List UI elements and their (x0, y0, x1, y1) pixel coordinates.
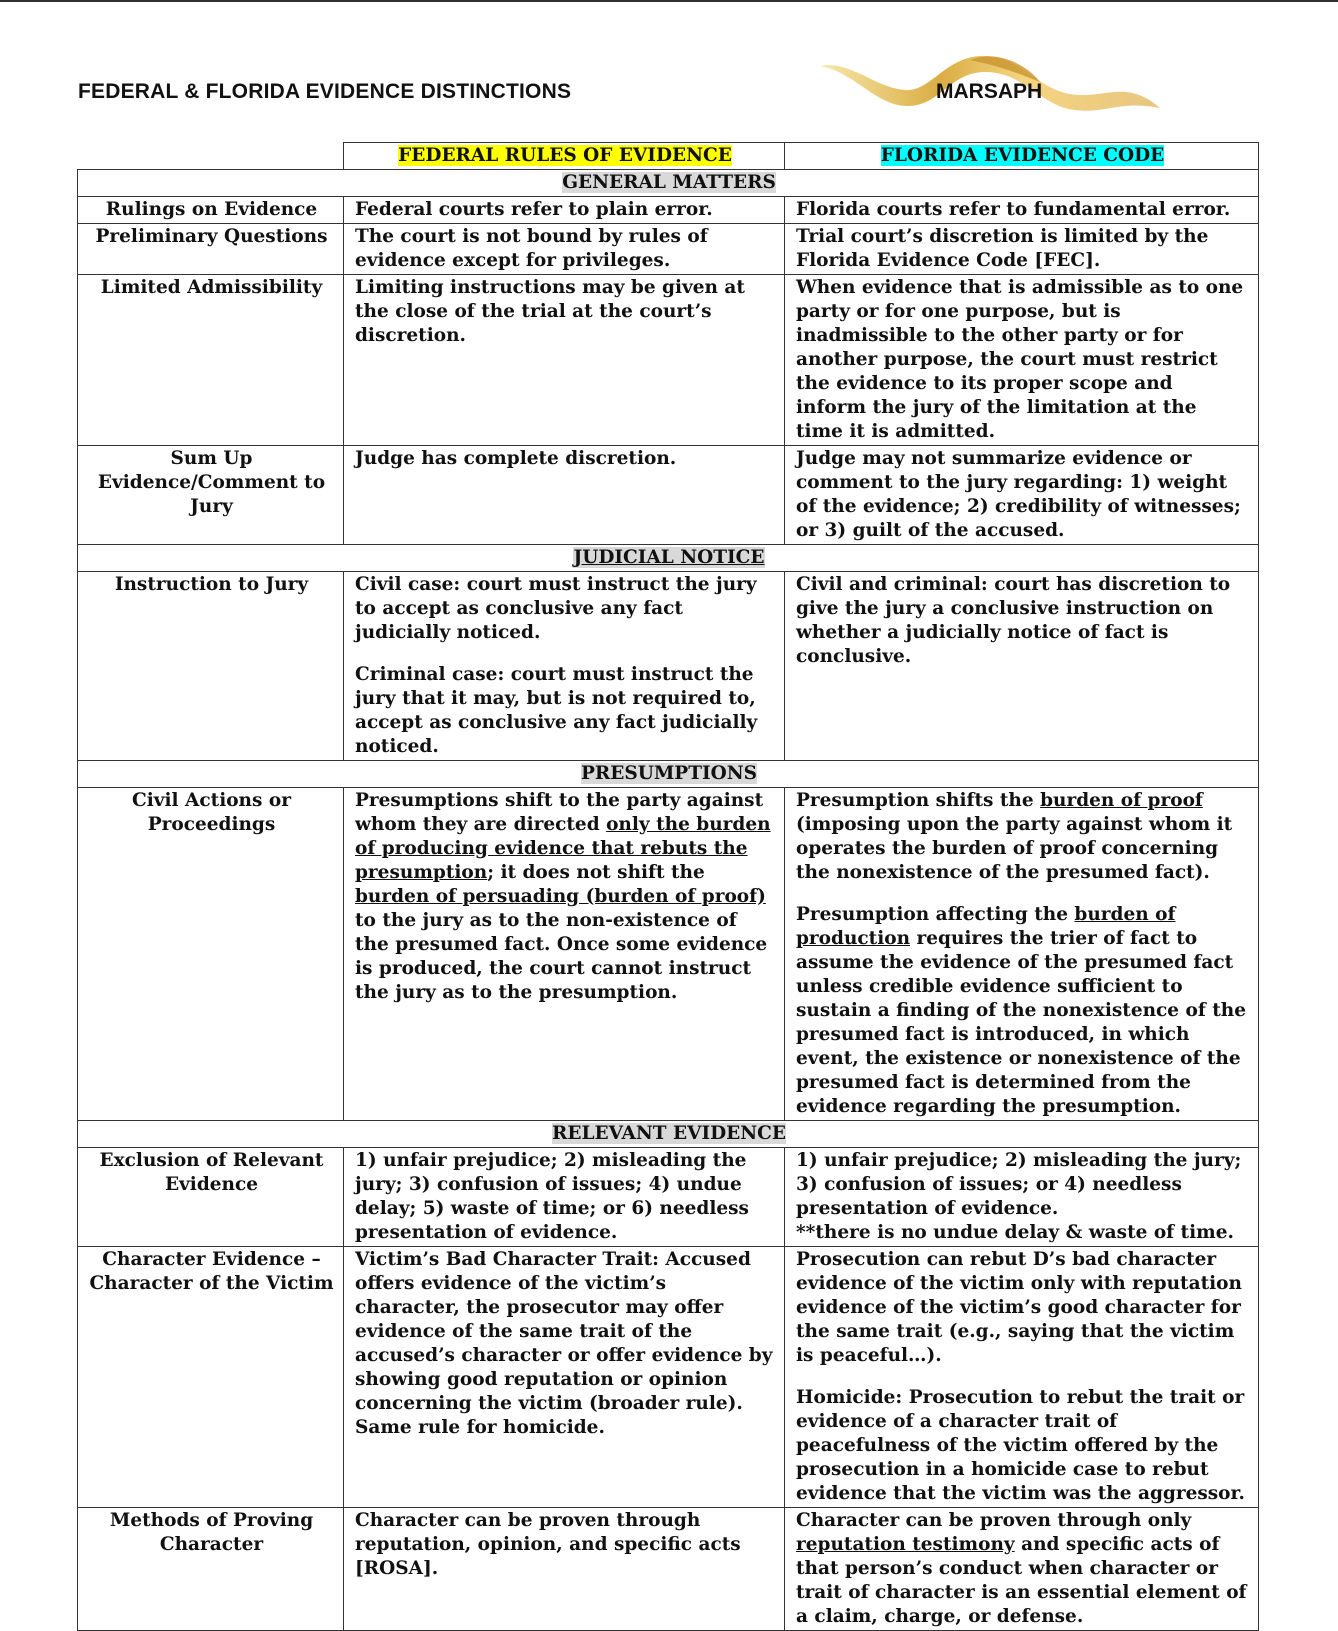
column-header-row (78, 143, 1259, 170)
florida-paragraph (796, 903, 1249, 1119)
section-title: PRESUMPTIONS (580, 763, 758, 784)
federal-paragraph: Victim’s Bad Character Trait: Accused offers evidence of the victim’s character, the prosecutor may offer evidence of the same trait of the accused’s character or offer evidence by showing good reputation or opinion concerning the victim (broader rule). (355, 1249, 773, 1414)
underlined-text: only the burden of producing evidence that rebuts the presumption (355, 814, 771, 883)
florida-cell: Civil and criminal: court has discretion to give the jury a conclusive instruction on whether a judicially notice of fact is conclusive. (785, 572, 1259, 761)
section-judicial-notice (78, 545, 1259, 572)
florida-note: **there is no undue delay & waste of time. (796, 1222, 1234, 1243)
florida-paragraph: 1) unfair prejudice; 2) misleading the jury; 3) confusion of issues; or 4) needless presentation of evidence. (796, 1150, 1242, 1219)
section-row-judicial (78, 545, 1259, 572)
brand-name: MARSAPH (936, 80, 1043, 103)
federal-paragraph: Criminal case: court must instruct the jury that it may, but is not required to, accept as conclusive any fact judicially noticed. (355, 664, 758, 757)
federal-cell: Limiting instructions may be given at the close of the trial at the court’s discretion. (344, 275, 785, 446)
text-run: Character can be proven through only (796, 1510, 1192, 1531)
florida-paragraph (796, 789, 1249, 885)
florida-cell (785, 1508, 1259, 1631)
section-row-presumptions (78, 761, 1259, 788)
federal-header-text: FEDERAL RULES OF EVIDENCE (398, 145, 732, 166)
underlined-text: burden of persuading (burden of proof) (355, 886, 766, 907)
underlined-text: burden of production (796, 904, 1176, 949)
underlined-text: burden of proof (1040, 790, 1203, 811)
document-title: FEDERAL & FLORIDA EVIDENCE DISTINCTIONS (78, 80, 572, 103)
federal-cell: Federal courts refer to plain error. (344, 197, 785, 224)
florida-cell: Judge may not summarize evidence or comment to the jury regarding: 1) weight of the evidence; 2) credibility of witnesses; or 3) guilt of the accused. (785, 446, 1259, 545)
row-label: Sum Up Evidence/Comment to Jury (78, 446, 344, 545)
text-run: ; it does not shift the (487, 862, 705, 883)
section-title: RELEVANT EVIDENCE (552, 1123, 786, 1144)
florida-cell (785, 788, 1259, 1121)
table-row (78, 1148, 1259, 1247)
table-row (78, 1508, 1259, 1631)
text-run: Presumptions shift to the party against whom they are directed (355, 790, 764, 835)
federal-cell: Judge has complete discretion. (344, 446, 785, 545)
top-border-line (0, 0, 1338, 2)
federal-cell (344, 1247, 785, 1508)
federal-cell: The court is not bound by rules of evidence except for privileges. (344, 224, 785, 275)
row-label: Exclusion of Relevant Evidence (78, 1148, 344, 1247)
text-run: to the jury as to the non-existence of the presumed fact. Once some evidence is produced, the court cannot instruct the jury as to the presumption. (355, 910, 768, 1003)
section-title: GENERAL MATTERS (562, 172, 776, 193)
row-label: Civil Actions or Proceedings (78, 788, 344, 1121)
table-row (78, 788, 1259, 1121)
florida-cell (785, 1247, 1259, 1508)
row-label: Limited Admissibility (78, 275, 344, 446)
florida-cell: When evidence that is admissible as to one party or for one purpose, but is inadmissible to the other party or for another purpose, the court must restrict the evidence to its proper scope and inform the jury of the limitation at the time it is admitted. (785, 275, 1259, 446)
federal-paragraph: Same rule for homicide. (355, 1417, 605, 1438)
section-general-matters (78, 170, 1259, 197)
row-label: Character Evidence – Character of the Victim (78, 1247, 344, 1508)
table-row (78, 1247, 1259, 1508)
florida-paragraph: Homicide: Prosecution to rebut the trait or evidence of a character trait of peacefulness of the victim offered by the prosecution in a homicide case to rebut evidence that the victim was the aggressor. (796, 1387, 1245, 1504)
federal-paragraph: Civil case: court must instruct the jury to accept as conclusive any fact judicially noticed. (355, 574, 757, 643)
text-run: requires the trier of fact to assume the evidence of the presumed fact unless credible evidence sufficient to sustain a finding of the nonexistence of the presumed fact is introduced, in which event, the existence or nonexistence of the presumed fact is determined from the evidence regarding the presumption. (796, 928, 1247, 1117)
table-row (78, 197, 1259, 224)
federal-column-header (344, 143, 785, 170)
table-row (78, 572, 1259, 761)
federal-cell (344, 572, 785, 761)
federal-cell: 1) unfair prejudice; 2) misleading the jury; 3) confusion of issues; 4) undue delay; 5) waste of time; or 6) needless presentation of evidence. (344, 1148, 785, 1247)
text-run: Presumption shifts the (796, 790, 1041, 811)
florida-column-header (785, 143, 1259, 170)
text-run: Presumption affecting the (796, 904, 1075, 925)
text-run: and specific acts of that person’s conduct when character or trait of character is an essential element of a claim, charge, or defense. (796, 1534, 1247, 1627)
table-row (78, 446, 1259, 545)
florida-header-text: FLORIDA EVIDENCE CODE (880, 145, 1165, 166)
underlined-text: reputation testimony (796, 1534, 1015, 1555)
blank-corner-cell (78, 143, 344, 170)
section-row-relevant (78, 1121, 1259, 1148)
evidence-comparison-table (77, 142, 1259, 1631)
federal-cell (344, 788, 785, 1121)
row-label: Instruction to Jury (78, 572, 344, 761)
row-label: Preliminary Questions (78, 224, 344, 275)
florida-paragraph: Prosecution can rebut D’s bad character evidence of the victim only with reputation evidence of the victim’s good character for the same trait (e.g., saying that the victim is peaceful…). (796, 1249, 1242, 1366)
table-row (78, 275, 1259, 446)
table-row (78, 224, 1259, 275)
federal-cell: Character can be proven through reputation, opinion, and specific acts [ROSA]. (344, 1508, 785, 1631)
section-title: JUDICIAL NOTICE (573, 547, 765, 568)
section-relevant-evidence (78, 1121, 1259, 1148)
florida-cell: Florida courts refer to fundamental error. (785, 197, 1259, 224)
section-row-general (78, 170, 1259, 197)
row-label: Rulings on Evidence (78, 197, 344, 224)
florida-cell: Trial court’s discretion is limited by the Florida Evidence Code [FEC]. (785, 224, 1259, 275)
section-presumptions (78, 761, 1259, 788)
florida-cell (785, 1148, 1259, 1247)
text-run: (imposing upon the party against whom it operates the burden of proof concerning the nonexistence of the presumed fact). (796, 814, 1233, 883)
row-label: Methods of Proving Character (78, 1508, 344, 1631)
